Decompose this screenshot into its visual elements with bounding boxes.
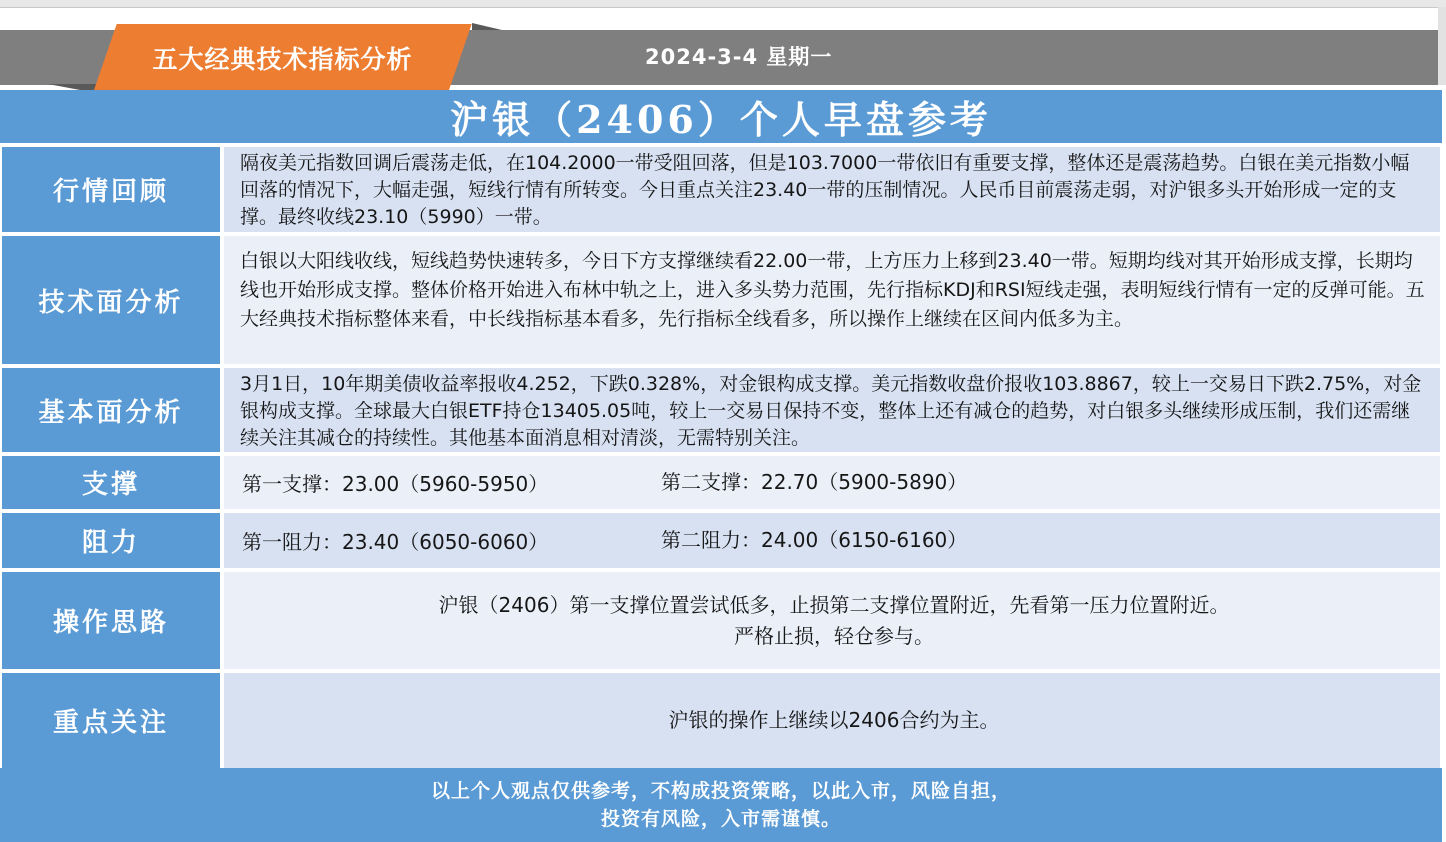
row-resistance-levels bbox=[224, 513, 1440, 568]
row-label-support: 支撑 bbox=[2, 456, 220, 509]
row-label-strategy: 操作思路 bbox=[2, 572, 220, 669]
row-label-market-review: 行情回顾 bbox=[2, 147, 220, 232]
badge-label: 五大经典技术指标分析 bbox=[152, 45, 413, 74]
table-row-resistance bbox=[2, 513, 1440, 568]
disclaimer-line-1: 以上个人观点仅供参考，不构成投资策略，以此入市，风险自担， bbox=[430, 780, 1011, 802]
resistance-level-2: 第二阻力：24.00（6150-6160） bbox=[661, 528, 968, 552]
table-row-technical-analysis bbox=[2, 236, 1440, 364]
row-label-fundamental-analysis: 基本面分析 bbox=[2, 368, 220, 452]
row-label-technical-analysis: 技术面分析 bbox=[2, 236, 220, 364]
row-text-fundamental-analysis: 3月1日，10年期美债收益率报收4.252，下跌0.328%，对金银构成支撑。美元指数收盘价报收103.8867，较上一交易日下跌2.75%，对金银构成支撑。全球最大白银ETF持仓13405.05吨，较上一交易日保持不变，整体上还有减仓的趋势，对白银多头继续形成压制，我们还需继续关注其减仓的持续性。其他基本面消息相对清淡，无需特别关注。 bbox=[224, 368, 1440, 452]
resistance-level-1: 第一阻力：23.40（6050-6060） bbox=[242, 529, 549, 554]
strategy-line-1: 沪银（2406）第一支撑位置尝试低多，止损第二支撑位置附近，先看第一压力位置附近。 bbox=[438, 592, 1230, 617]
row-label-key-focus: 重点关注 bbox=[2, 673, 220, 768]
table-row-market-review bbox=[2, 147, 1440, 232]
report-table bbox=[2, 147, 1440, 772]
header-date: 2024-3-4 星期一 bbox=[645, 45, 833, 69]
disclaimer-footer bbox=[0, 768, 1442, 842]
table-row-key-focus bbox=[2, 673, 1440, 768]
page-title: 沪银（2406）个人早盘参考 bbox=[450, 97, 992, 142]
badge-shadow-top-right bbox=[472, 23, 502, 30]
support-level-1: 第一支撑：23.00（5960-5950） bbox=[242, 471, 549, 496]
row-strategy-text bbox=[224, 572, 1440, 669]
header-banner bbox=[0, 30, 1446, 85]
title-bar bbox=[0, 90, 1442, 143]
table-row-strategy bbox=[2, 572, 1440, 669]
row-key-focus-text bbox=[224, 673, 1440, 768]
strategy-line-2: 严格止损，轻仓参与。 bbox=[734, 623, 934, 648]
disclaimer-line-2: 投资有风险，入市需谨慎。 bbox=[600, 808, 841, 830]
row-text-market-review: 隔夜美元指数回调后震荡走低，在104.2000一带受阻回落，但是103.7000一带依旧有重要支撑，整体还是震荡趋势。白银在美元指数小幅回落的情况下，大幅走强，短线行情有所转变。今日重点关注23.40一带的压制情况。人民币目前震荡走弱，对沪银多头开始形成一定的支撑。最终收线23.10（5990）一带。 bbox=[224, 147, 1440, 232]
row-label-resistance: 阻力 bbox=[2, 513, 220, 568]
support-level-2: 第二支撑：22.70（5900-5890） bbox=[661, 470, 968, 494]
window-top-strip bbox=[0, 0, 1446, 8]
row-support-levels bbox=[224, 456, 1440, 509]
table-row-fundamental-analysis bbox=[2, 368, 1440, 452]
scrollbar-edge bbox=[1438, 7, 1446, 85]
row-text-technical-analysis: 白银以大阳线收线，短线趋势快速转多，今日下方支撑继续看22.00一带，上方压力上移到23.40一带。短期均线对其开始形成支撑，长期均线也开始形成支撑。整体价格开始进入布林中轨之上，进入多头势力范围，先行指标KDJ和RSI短线走强，表明短线行情有一定的反弹可能。五大经典技术指标整体来看，中长线指标基本看多，先行指标全线看多，所以操作上继续在区间内低多为主。 bbox=[224, 236, 1440, 364]
table-row-support bbox=[2, 456, 1440, 509]
key-focus-line: 沪银的操作上继续以2406合约为主。 bbox=[668, 708, 1000, 732]
